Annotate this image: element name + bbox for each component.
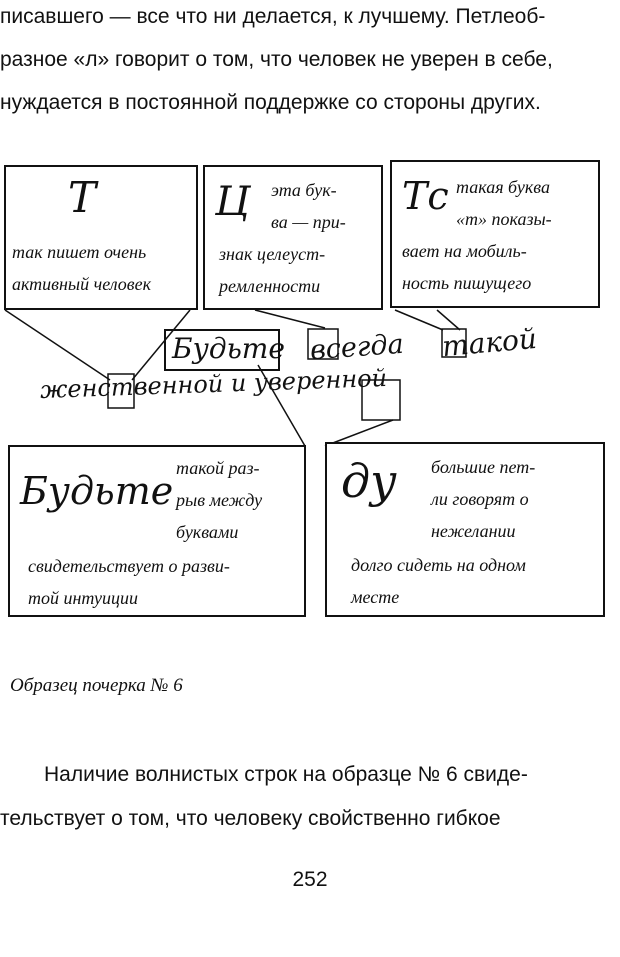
- box-text: эта бук-: [271, 180, 337, 200]
- handwriting-line-2: женственной и уверенной: [39, 363, 388, 405]
- box-text: буквами: [176, 522, 239, 542]
- text-line-5: тельствует о том, что человеку свойственно гибкое: [0, 807, 501, 830]
- text-line-4: Наличие волнистых строк на образце № 6 свиде-: [44, 763, 528, 786]
- sample-box-loops: [325, 442, 605, 617]
- box-text: вает на мобиль-: [402, 241, 527, 261]
- sample-box-intuition: [8, 445, 306, 617]
- handwriting-word-vsegda: всегда: [309, 328, 405, 367]
- box-text: долго сидеть на одном: [351, 555, 526, 575]
- handwriting-sample: ду: [341, 454, 397, 508]
- box-text: той интуиции: [28, 588, 138, 608]
- box-text: активный человек: [12, 274, 152, 294]
- box-text: знак целеуст-: [219, 244, 326, 264]
- handwriting-word-budte: Будьте: [172, 332, 285, 365]
- box-text: большие пет-: [431, 457, 536, 477]
- box-text: ность пишущего: [402, 273, 532, 293]
- box-text: такой раз-: [176, 458, 260, 478]
- box-text: ремленности: [219, 276, 321, 296]
- box-text: месте: [351, 587, 400, 607]
- figure-caption: Образец почерка № 6: [10, 675, 183, 696]
- sample-box-mobility: [390, 160, 600, 308]
- box-text: ва — при-: [271, 212, 346, 232]
- handwriting-sample: Т: [68, 173, 97, 222]
- box-text: рыв между: [176, 490, 263, 510]
- box-text: такая буква: [456, 177, 550, 197]
- handwriting-word-takoy: такой: [440, 321, 539, 364]
- handwriting-sample: Тс: [402, 174, 449, 218]
- box-text: нежелании: [431, 521, 516, 541]
- sample-box-active: [4, 165, 198, 310]
- box-text: свидетельствует о разви-: [28, 556, 230, 576]
- handwriting-sample: Ц: [215, 179, 250, 225]
- sample-box-purpose: [203, 165, 383, 310]
- box-text: «т» показы-: [456, 209, 552, 229]
- text-line-3: нуждается в постоянной поддержке со стороны других.: [0, 91, 541, 114]
- box-text: ли говорят о: [431, 489, 529, 509]
- box-text: так пишет очень: [12, 242, 147, 262]
- text-line-1: писавшего — все что ни делается, к лучшему. Петлеоб-: [0, 5, 546, 28]
- page-number: 252: [292, 868, 328, 891]
- handwriting-sample: Будьте: [20, 469, 174, 513]
- text-line-2: разное «л» говорит о том, что человек не уверен в себе,: [0, 48, 553, 71]
